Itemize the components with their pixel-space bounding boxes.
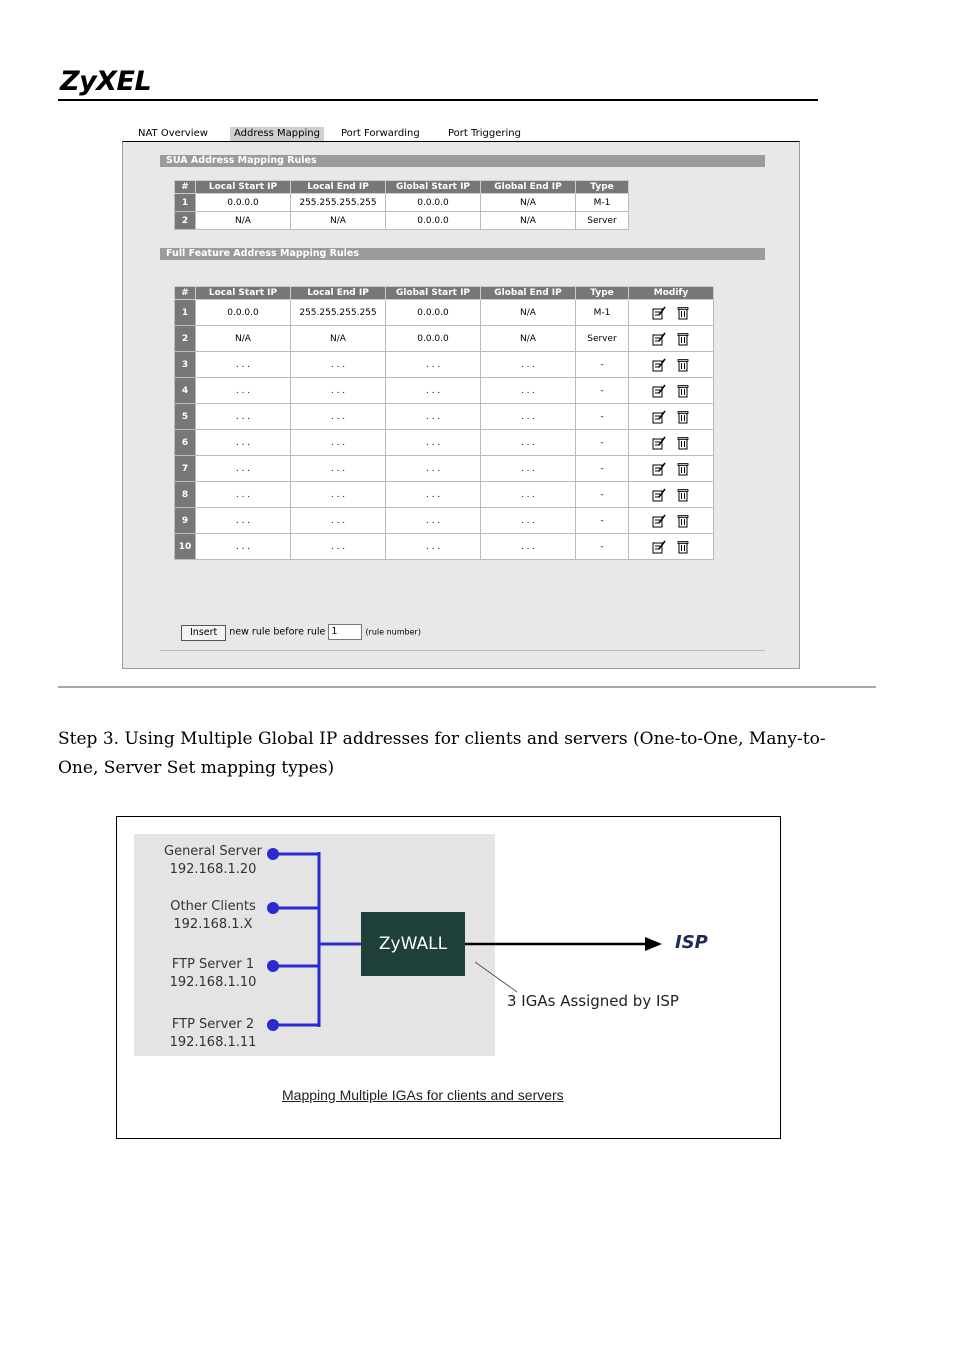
delete-icon[interactable] <box>676 410 690 424</box>
host-ftp-server-1 <box>157 956 269 992</box>
table-row <box>175 534 714 560</box>
column-header: Local End IP <box>291 287 386 300</box>
host-ip: 192.168.1.10 <box>169 975 257 990</box>
column-header: Type <box>576 181 629 194</box>
edit-icon[interactable] <box>652 332 666 346</box>
table-cell: . . . <box>481 482 576 508</box>
table-cell: . . . <box>386 534 481 560</box>
table-cell: . . . <box>386 352 481 378</box>
table-cell: M-1 <box>576 194 629 212</box>
table-cell: - <box>576 378 629 404</box>
table-cell: . . . <box>291 534 386 560</box>
network-diagram <box>116 816 781 1139</box>
table-cell: . . . <box>481 352 576 378</box>
table-cell: - <box>576 430 629 456</box>
tab-port-forwarding[interactable]: Port Forwarding <box>337 127 424 141</box>
table-cell: . . . <box>291 378 386 404</box>
insert-button[interactable]: Insert <box>181 625 226 641</box>
rule-number: 9 <box>175 508 196 534</box>
modify-cell <box>629 404 714 430</box>
zywall-device: ZyWALL <box>361 912 465 976</box>
rule-number: 7 <box>175 456 196 482</box>
table-cell: N/A <box>196 212 291 230</box>
table-cell: . . . <box>196 352 291 378</box>
table-cell: . . . <box>196 534 291 560</box>
delete-icon[interactable] <box>676 462 690 476</box>
rule-number-hint: (rule number) <box>365 627 421 637</box>
full-feature-section-title: Full Feature Address Mapping Rules <box>160 248 765 260</box>
table-row <box>175 352 714 378</box>
rule-number: 4 <box>175 378 196 404</box>
table-cell: . . . <box>481 508 576 534</box>
table-cell: 0.0.0.0 <box>386 194 481 212</box>
table-cell: Server <box>576 326 629 352</box>
zyxel-logo: ZyXEL <box>60 66 152 97</box>
table-cell: . . . <box>386 404 481 430</box>
column-header: Global Start IP <box>386 181 481 194</box>
delete-icon[interactable] <box>676 358 690 372</box>
column-header: Global End IP <box>481 287 576 300</box>
header-rule <box>58 99 818 101</box>
edit-icon[interactable] <box>652 514 666 528</box>
tab-port-triggering[interactable]: Port Triggering <box>444 127 525 141</box>
table-row <box>175 300 714 326</box>
table-row <box>175 482 714 508</box>
modify-cell <box>629 482 714 508</box>
column-header: # <box>175 287 196 300</box>
rule-number: 10 <box>175 534 196 560</box>
isp-label: ISP <box>675 932 708 953</box>
address-mapping-frame <box>122 141 800 669</box>
table-row <box>175 194 629 212</box>
delete-icon[interactable] <box>676 306 690 320</box>
diagram-caption: Mapping Multiple IGAs for clients and servers <box>282 1087 564 1103</box>
table-cell: 255.255.255.255 <box>291 194 386 212</box>
rule-number: 1 <box>175 194 196 212</box>
table-cell: . . . <box>196 508 291 534</box>
edit-icon[interactable] <box>652 436 666 450</box>
table-cell: . . . <box>481 430 576 456</box>
table-row <box>175 404 714 430</box>
delete-icon[interactable] <box>676 436 690 450</box>
isp-arrowhead <box>645 937 662 951</box>
insert-rule-label: new rule before rule <box>229 626 326 638</box>
table-cell: 0.0.0.0 <box>386 326 481 352</box>
host-name: FTP Server 1 <box>171 957 255 972</box>
rule-number: 2 <box>175 212 196 230</box>
host-other-clients <box>157 898 269 934</box>
edit-icon[interactable] <box>652 462 666 476</box>
edit-icon[interactable] <box>652 410 666 424</box>
insert-rule-row <box>181 624 421 641</box>
table-cell: . . . <box>196 430 291 456</box>
modify-cell <box>629 300 714 326</box>
table-cell: N/A <box>291 326 386 352</box>
table-row <box>175 456 714 482</box>
host-name: Other Clients <box>170 899 256 914</box>
rule-number: 6 <box>175 430 196 456</box>
modify-cell <box>629 352 714 378</box>
table-cell: N/A <box>481 194 576 212</box>
table-cell: . . . <box>481 404 576 430</box>
rule-number-input[interactable]: 1 <box>328 624 362 640</box>
table-cell: . . . <box>481 534 576 560</box>
table-cell: . . . <box>196 404 291 430</box>
delete-icon[interactable] <box>676 540 690 554</box>
rule-number: 8 <box>175 482 196 508</box>
edit-icon[interactable] <box>652 306 666 320</box>
tab-bar <box>122 127 800 141</box>
table-cell: . . . <box>386 456 481 482</box>
rule-number: 2 <box>175 326 196 352</box>
modify-cell <box>629 326 714 352</box>
table-cell: . . . <box>481 378 576 404</box>
tab-address-mapping[interactable]: Address Mapping <box>230 127 324 141</box>
table-cell: 0.0.0.0 <box>386 300 481 326</box>
column-header: Local End IP <box>291 181 386 194</box>
table-cell: 0.0.0.0 <box>196 194 291 212</box>
edit-icon[interactable] <box>652 358 666 372</box>
delete-icon[interactable] <box>676 384 690 398</box>
table-cell: - <box>576 508 629 534</box>
host-name: FTP Server 2 <box>171 1017 255 1032</box>
column-header: Global End IP <box>481 181 576 194</box>
table-cell: - <box>576 482 629 508</box>
table-cell: . . . <box>386 430 481 456</box>
full-feature-mapping-table <box>174 286 714 560</box>
table-cell: N/A <box>481 300 576 326</box>
table-cell: . . . <box>196 482 291 508</box>
column-header: # <box>175 181 196 194</box>
modify-cell <box>629 378 714 404</box>
table-cell: . . . <box>386 508 481 534</box>
host-ip: 192.168.1.X <box>173 917 253 932</box>
modify-cell <box>629 534 714 560</box>
table-cell: 0.0.0.0 <box>196 300 291 326</box>
table-cell: Server <box>576 212 629 230</box>
table-cell: . . . <box>386 482 481 508</box>
column-header: Local Start IP <box>196 287 291 300</box>
delete-icon[interactable] <box>676 514 690 528</box>
table-cell: - <box>576 352 629 378</box>
rule-number: 3 <box>175 352 196 378</box>
rule-number: 5 <box>175 404 196 430</box>
delete-icon[interactable] <box>676 488 690 502</box>
host-general-server <box>157 843 269 879</box>
table-cell: 255.255.255.255 <box>291 300 386 326</box>
rule-number: 1 <box>175 300 196 326</box>
table-cell: N/A <box>481 212 576 230</box>
table-cell: - <box>576 404 629 430</box>
sua-mapping-table <box>174 180 629 230</box>
step-3-text: Step 3. Using Multiple Global IP addresses for clients and servers (One-to-One, Many-to-One, Server Set mapping types) <box>58 729 826 778</box>
table-cell: . . . <box>386 378 481 404</box>
table-cell: . . . <box>196 456 291 482</box>
table-cell: . . . <box>196 378 291 404</box>
host-ftp-server-2 <box>157 1016 269 1052</box>
table-cell: - <box>576 534 629 560</box>
host-ip: 192.168.1.11 <box>169 1035 257 1050</box>
host-name: General Server <box>164 844 262 859</box>
table-cell: . . . <box>291 430 386 456</box>
table-cell: . . . <box>291 352 386 378</box>
table-cell: . . . <box>291 404 386 430</box>
modify-cell <box>629 508 714 534</box>
table-row <box>175 430 714 456</box>
frame-bottom-rule <box>160 650 765 651</box>
table-cell: - <box>576 456 629 482</box>
table-cell: 0.0.0.0 <box>386 212 481 230</box>
column-header: Global Start IP <box>386 287 481 300</box>
delete-icon[interactable] <box>676 332 690 346</box>
edit-icon[interactable] <box>652 540 666 554</box>
nat-screenshot <box>122 127 800 669</box>
column-header: Local Start IP <box>196 181 291 194</box>
table-row <box>175 326 714 352</box>
column-header-modify: Modify <box>629 287 714 300</box>
table-cell: N/A <box>291 212 386 230</box>
tab-nat-overview[interactable]: NAT Overview <box>134 127 212 141</box>
table-cell: . . . <box>291 508 386 534</box>
table-cell: . . . <box>481 456 576 482</box>
table-cell: N/A <box>481 326 576 352</box>
table-row <box>175 508 714 534</box>
sua-section-title: SUA Address Mapping Rules <box>160 155 765 167</box>
host-ip: 192.168.1.20 <box>169 862 257 877</box>
iga-pointer <box>475 962 517 992</box>
modify-cell <box>629 456 714 482</box>
table-cell: . . . <box>291 482 386 508</box>
edit-icon[interactable] <box>652 488 666 502</box>
table-cell: M-1 <box>576 300 629 326</box>
edit-icon[interactable] <box>652 384 666 398</box>
modify-cell <box>629 430 714 456</box>
section-separator <box>58 686 876 688</box>
table-row <box>175 378 714 404</box>
table-row <box>175 212 629 230</box>
table-cell: N/A <box>196 326 291 352</box>
table-cell: . . . <box>291 456 386 482</box>
iga-note: 3 IGAs Assigned by ISP <box>507 992 679 1010</box>
column-header: Type <box>576 287 629 300</box>
